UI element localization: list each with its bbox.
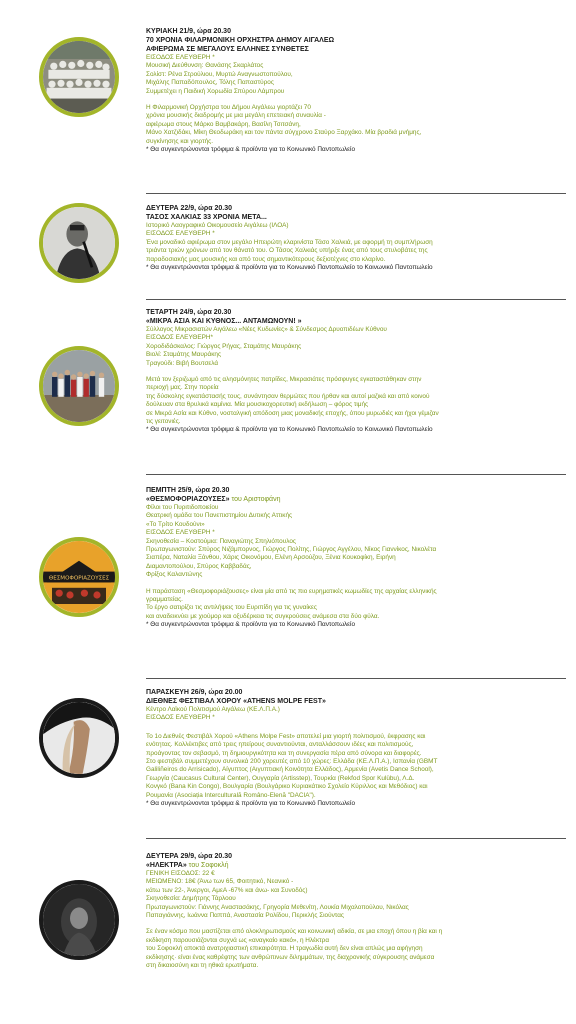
description-line: Ένα μοναδικό αφιέρωμα στον μεγάλο Ηπειρώτη κλαρινίστα Τάσο Χαλκιά, με αφορμή τη συμπλήρωση [146,238,433,246]
event-detail: Βιολί: Σταμάτης Μαυράκης [146,351,222,359]
event-description [146,104,556,146]
description-line: δούλευαν στα θρυλικά καμίνια. Μία μουσικοχορευτική εκδήλωση – φόρος τιμής [146,401,369,409]
event-detail: Πρωταγωνιστούν: Γιάννης Αναστασάκης, Γρηγορία Μεθενίτη, Λουκία Μιχαλοπούλου, Νικόλας [146,903,409,911]
description-line: της δύσκολης εγκατάστασής τους, συνάντησαν θερμώτες που ήρθαν και αυτοί μαζικά και από κοινού [146,392,430,400]
event-date: ΚΥΡΙΑΚΗ 21/9, ώρα 20.30 [146,28,231,35]
event-detail: Ιστορικό Λαογραφικό Οικομουσείο Αιγάλεω (ΙΛΟΑ) [146,222,289,229]
description-line: συγκίνησης και γιορτής. [146,137,214,145]
description-line: τις γειτονιές. [146,418,181,426]
event-detail: Παπαγιάννης, Ιωάννα Παππά, Αναστασία Ρολίδου, Περικλής Σιούντας [146,912,345,920]
description-line: Ρουμανία (Asociația Interculturală Româno-Elenă "DACIA"). [146,791,316,799]
clarinetist-photo [39,203,119,283]
food-note: * Θα συγκεντρώνονται τρόφιμα & προϊόντα για το Κοινωνικό Παντοπωλείο [146,621,355,629]
divider [146,299,566,300]
thesmophoriazousai-logo [39,537,119,617]
description-line: Γεωργία (Caucasus Cultural Center), Ουγγαρία (Artisstep), Τουρκία (Rekfod Spor Kulübu), Λ.Δ. [146,774,415,782]
electra-photo [39,880,119,960]
event-date: ΠΑΡΑΣΚΕΥΗ 26/9, ώρα 20.00 [146,689,243,696]
event-date: ΤΕΤΑΡΤΗ 24/9, ώρα 20.30 [146,309,232,316]
event-detail: Σιαπέρα, Ναταλία Ξάνθου, Χάρις Οικονόμου, Ελένη Αρσούζου, Ξένια Κουκοφίκη, Ειρήνη [146,554,396,562]
event-date: ΠΕΜΠΤΗ 25/9, ώρα 20.30 [146,487,230,494]
svg-text:ΘΕΣΜΟΦΟΡΙΑΖΟΥΣΕΣ: ΘΕΣΜΟΦΟΡΙΑΖΟΥΣΕΣ [48,575,110,582]
dancers-photo [39,346,119,426]
title-main: «ΗΛΕΚΤΡΑ» [146,862,187,869]
description-line: Μετά τον ξεριζωμό από τις αλησμόνητες πατρίδες, Μικρασιάτες πρόσφυγες εγκαταστάθηκαν στην [146,376,422,384]
description-line: Η Φιλαρμονική Ορχήστρα του Δήμου Αιγάλεω γιορτάζει 70 [146,104,311,112]
event-subtitle: ΑΦΙΕΡΩΜΑ ΣΕ ΜΕΓΑΛΟΥΣ ΕΛΛΗΝΕΣ ΣΥΝΘΕΤΕΣ [146,46,309,53]
event-detail: ΕΙΣΟΔΟΣ ΕΛΕΥΘΕΡΗ* [146,334,213,342]
event-detail: ΕΙΣΟΔΟΣ ΕΛΕΥΘΕΡΗ * [146,529,215,537]
event-detail: Μουσική Διεύθυνση: Θανάσης Σκαρλάτος [146,62,264,70]
description-line: εκδίκησης· είναι ένας καθρέφτης των ανθρώπινων διλημμάτων, της διαχρονικής σύγκρουσης ανάμεσα [146,953,435,961]
food-note: * Θα συγκεντρώνονται τρόφιμα & προϊόντα για το Κοινωνικό Παντοπωλείο [146,146,355,154]
description-line: Σε έναν κόσμο που μαστίζεται από ολοκληρωτισμούς και κοινωνική αδικία, σε μια εποχή όπου η βία και η [146,928,443,936]
title-main: «ΘΕΣΜΟΦΟΡΙΑΖΟΥΣΕΣ» [146,496,230,503]
event-date: ΔΕΥΤΕΡΑ 29/9, ώρα 20.30 [146,853,232,860]
event-3-text [146,308,556,435]
event-detail: Θεατρική ομάδα του Πανεπιστημίου Δυτικής Αττικής [146,512,293,520]
description-line: Galiliñeiros do Arrisicado), Αίγυπτος (Αιγυπτιακή Κοινότητα Ελλάδος), Αρμενία (Avetis Dance School), [146,766,434,774]
event-title: 70 ΧΡΟΝΙΑ ΦΙΛΑΡΜΟΝΙΚΗ ΟΡΧΗΣΤΡΑ ΔΗΜΟΥ ΑΙΓΑΛΕΩ [146,37,335,44]
event-title [146,861,556,870]
event-title: ΤΑΣΟΣ ΧΑΛΚΙΑΣ 33 ΧΡΟΝΙΑ ΜΕΤΑ... [146,214,267,221]
description-line: παραδοσιακής μας μουσικής και από τους σημαντικότερους δεξιοτέχνες στο κλαρίνο. [146,255,386,263]
event-detail: «Το Τρίτο Κουδούνι» [146,520,205,528]
description-line: ενότητας. Κολλέκτιβες από τρεις ηπείρους συναντιούνται, ανταλλάσσουν ιδέες και πολιτισμούς, [146,741,414,749]
event-title [146,495,556,504]
description-line: στη δικαιοσύνη και τη ηθικά ερωτήματα. [146,962,259,970]
divider [146,474,566,475]
description-line: προάγοντας τον σεβασμό, τη δημιουργικότητα και τη συνεργασία πέρα από σύνορα και διαφορές. [146,749,422,757]
description-line: Μάνο Χατζιδάκι, Μίκη Θεοδωράκη και τον πάντα σύγχρονο Σταύρο Ξαρχάκο. Μία βραδιά μνήμης, [146,129,422,137]
divider [146,193,566,194]
event-detail: Μιχάλης Παπαδόπουλος, Τόλης Παπαστύρος [146,79,274,87]
event-description [146,733,556,800]
description-line: εκδίκηση παρουσιάζονται συχνά ως «αναγκαίο κακό», η Ηλέκτρα [146,936,330,944]
event-detail: ΕΙΣΟΔΟΣ ΕΛΕΥΘΕΡΗ * [146,714,215,722]
food-note: * Θα συγκεντρώνονται τρόφιμα & προϊόντα για το Κοινωνικό Παντοπωλείο το Κοινωνικό Παντοπωλείο [146,426,433,434]
description-line: Στο φεστιβάλ συμμετέχουν συνολικά 200 χορευτές από 10 χώρες: Ελλάδα (ΚΕ.Λ.Π.Α.), Ισπανία (GBMT [146,758,438,766]
event-detail: Φίλοι του Πυριτιδοποιείου [146,504,219,511]
event-detail: ΕΙΣΟΔΟΣ ΕΛΕΥΘΕΡΗ * [146,54,215,61]
event-description [146,588,556,622]
event-2-text [146,204,556,272]
description-line: γραμματείας. [146,596,183,604]
event-detail: Σύλλογος Μικρασιατών Αιγάλεω «Νέες Κυδωνίες» & Σύνδεσμος Δρυοπιδέων Κύθνου [146,326,387,333]
event-detail: Τραγούδι: Βιβή Βουτσελά [146,359,219,367]
description-line: Κονγκό (Bana Kin Congo), Βουλγαρία (Βουλγάρικο Κυριακάτικο Σχολείο Κύριλλος και Μεθόδιος) και [146,783,428,791]
event-5-text [146,688,556,808]
event-detail: Πρωταγωνιστούν: Σπύρος Νιζάμπορνος, Γιώργος Πολίτης, Γιώργος Αγγέλου, Νίκος Γιαννίκος, Νικολέτα [146,546,437,554]
description-line: σε Μικρά Ασία και Κύθνο, νοσταλγική απόδοση μιας μοναδικής εποχής, όπου μυρωδιές και ήχοι γέμιζαν [146,409,439,417]
event-detail: κάτω των 22-, Άνεργοι, ΑμεΑ -67% και άνω- και Συνοδός) [146,886,308,894]
event-title: ΔΙΕΘΝΕΣ ΦΕΣΤΙΒΑΛ ΧΟΡΟΥ «ATHENS MOLPE FEST» [146,698,326,705]
event-detail: Φρίξος Καλαντώνης [146,571,203,579]
title-author: του Σοφοκλή [186,862,229,869]
event-detail: ΓΕΝΙΚΗ ΕΙΣΟΔΟΣ: 22 € [146,870,215,877]
description-line: τριάντα τριών χρόνων από τον θάνατό του. Ο Τάσος Χαλκιάς υπήρξε ένας από τους στυλοβάτες της [146,247,428,255]
event-detail: ΜΕΙΩΜΕΝΟ: 18€ (Άνω των 65, Φοιτητικό, Νεανικό - [146,878,294,886]
orchestra-photo [39,37,119,117]
divider [146,838,566,839]
food-note: * Θα συγκεντρώνονται τρόφιμα & προϊόντα για το Κοινωνικό Παντοπωλείο το Κοινωνικό Παντοπωλείο [146,264,433,272]
event-4-text [146,486,556,630]
title-author: του Αριστοφάνη [229,496,281,503]
event-detail: Σκηνοθεσία – Κοστούμια: Παναγιώτης Σπηλιόπουλος [146,537,296,545]
event-detail: ΕΙΣΟΔΟΣ ΕΛΕΥΘΕΡΗ * [146,230,215,238]
description-line: χρόνια μουσικής διαδρομής με μια μεγάλη επετειακή συναυλία - [146,112,326,120]
event-description [146,376,556,426]
food-note: * Θα συγκεντρώνονται τρόφιμα & προϊόντα για το Κοινωνικό Παντοπωλείο [146,800,355,808]
divider [146,678,566,679]
event-detail: Διαμαντοπούλου, Σπύρος Καββαδάς, [146,562,252,570]
event-date: ΔΕΥΤΕΡΑ 22/9, ώρα 20.30 [146,205,232,212]
event-detail: Σολίστ: Ρένα Στρούλιου, Μυρτώ Αναγνωστοπούλου, [146,70,293,78]
event-detail: Χοροδιδάσκαλος: Γιώργος Ρήγας, Σταμάτης Μαυράκης [146,342,302,350]
description-line: αφιέρωμα στους Μάρκο Βαμβακάρη, Βασίλη Τσιτσάνη, [146,120,301,128]
description-line: και αναδεικνύει με χιούμορ και οξυδέρκεια τις συγκρούσεις ανάμεσα στα δύο φύλα. [146,612,380,620]
event-1-text [146,27,556,154]
event-detail: Σκηνοθεσία: Δημήτρης Τάρλοου [146,895,236,903]
event-detail: Συμμετέχει η Παιδική Χορωδία Σπύρου Λάμπρου [146,87,285,95]
description-line: Η παράσταση «Θεσμοφοριάζουσες» είναι μία από τις πιο ευρηματικές κωμωδίες της αρχαίας ελληνικής [146,587,437,595]
description-line: Το 1ο Διεθνές Φεστιβάλ Χορού «Athens Molpe Fest» αποτελεί μια γιορτή πολιτισμού, έκφρασης και [146,732,426,740]
event-detail: Κέντρο Λαϊκού Πολιτισμού Αιγάλεω (ΚΕ.Λ.Π.Α.) [146,706,280,713]
event-description [146,239,556,264]
description-line: του Σοφοκλή αποκτά ανατριχιαστική επικαιρότητα. Η τραγωδία αυτή δεν είναι απλώς μια αφήγηση [146,945,423,953]
event-6-text [146,852,556,970]
event-description [146,928,556,970]
description-line: Το έργο σατιρίζει τις αντιλήψεις του Ευριπίδη για τις γυναίκες [146,604,317,612]
description-line: περιοχή μας. Στην πορεία [146,384,219,392]
dancer-photo [39,698,119,778]
event-title: «ΜΙΚΡΑ ΑΣΙΑ ΚΑΙ ΚΥΘΝΟΣ... ΑΝΤΑΜΩΝΟΥΝ! » [146,318,302,325]
